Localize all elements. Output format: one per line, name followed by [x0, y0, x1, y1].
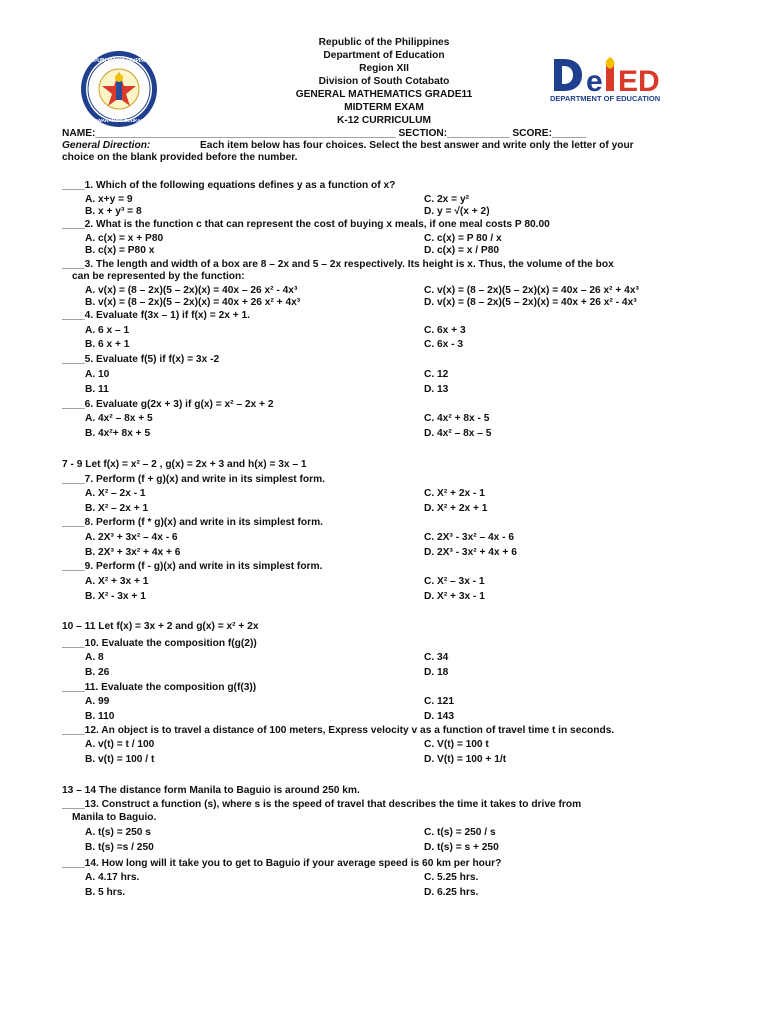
answer-choice: C. X² – 3x - 1 — [424, 576, 485, 587]
exam-line: ____8. Perform (f * g)(x) and write in its simplest form. — [62, 517, 323, 528]
answer-choice: B. 2X³ + 3x² + 4x + 6 — [85, 547, 181, 558]
answer-choice: B. t(s) =s / 250 — [85, 842, 154, 853]
answer-choice: A. 99 — [85, 696, 110, 707]
answer-choice: D. 6.25 hrs. — [424, 887, 479, 898]
answer-choice: C. t(s) = 250 / s — [424, 827, 496, 838]
answer-choice: B. c(x) = P80 x — [85, 245, 155, 256]
header-line: MIDTERM EXAM — [344, 102, 424, 113]
answer-choice: D. 18 — [424, 667, 449, 678]
answer-choice: B. x + y³ = 8 — [85, 206, 142, 217]
answer-choice: C. X² + 2x - 1 — [424, 488, 485, 499]
exam-line: ____13. Construct a function (s), where s is the speed of travel that describes the time it takes to drive from — [62, 799, 582, 810]
answer-choice: C. 2x = y² — [424, 194, 470, 205]
answer-choice: B. X² - 3x + 1 — [85, 591, 146, 602]
header-line: Division of South Cotabato — [318, 76, 450, 87]
answer-choice: A. v(t) = t / 100 — [85, 739, 155, 750]
exam-line: ____1. Which of the following equations defines y as a function of x? — [62, 180, 396, 191]
answer-choice: B. 5 hrs. — [85, 887, 126, 898]
exam-line: can be represented by the function: — [72, 271, 245, 282]
answer-choice: A. t(s) = 250 s — [85, 827, 151, 838]
answer-choice: A. c(x) = x + P80 — [85, 233, 164, 244]
answer-choice: D. X² + 3x - 1 — [424, 591, 485, 602]
answer-choice: D. 143 — [424, 711, 455, 722]
answer-choice: B. v(x) = (8 – 2x)(5 – 2x)(x) = 40x + 26 x² + 4x³ — [85, 297, 301, 308]
answer-choice: C. 6x + 3 — [424, 325, 466, 336]
answer-choice: C. 2X³ - 3x² – 4x - 6 — [424, 532, 515, 543]
answer-choice: D. 2X³ - 3x² + 4x + 6 — [424, 547, 517, 558]
answer-choice: C. 34 — [424, 652, 449, 663]
direction-text-1: Each item below has four choices. Select the best answer and write only the letter of your — [200, 140, 634, 151]
answer-choice: A. 6 x – 1 — [85, 325, 130, 336]
exam-line: ____14. How long will it take you to get to Baguio if your average speed is 60 km per hour? — [62, 858, 502, 869]
header-line: Department of Education — [323, 50, 445, 61]
exam-line: 10 – 11 Let f(x) = 3x + 2 and g(x) = x² + 2x — [62, 621, 259, 632]
exam-line: Manila to Baguio. — [72, 812, 157, 823]
answer-choice: D. V(t) = 100 + 1/t — [424, 754, 507, 765]
exam-line: ____9. Perform (f - g)(x) and write in its simplest form. — [62, 561, 323, 572]
answer-choice: B. X² – 2x + 1 — [85, 503, 149, 514]
answer-choice: C. c(x) = P 80 / x — [424, 233, 502, 244]
exam-line: ____3. The length and width of a box are 8 – 2x and 5 – 2x respectively. Its height is x. Thus, the volume of the box — [62, 259, 614, 270]
answer-choice: D. v(x) = (8 – 2x)(5 – 2x)(x) = 40x + 26 x² - 4x³ — [424, 297, 637, 308]
answer-choice: A. X² + 3x + 1 — [85, 576, 149, 587]
seal-bottom-text: KAGAWARAN NG EDUKASYON — [84, 118, 154, 123]
answer-choice: A. X² – 2x - 1 — [85, 488, 146, 499]
answer-choice: A. 8 — [85, 652, 104, 663]
header-line: Region XII — [359, 63, 409, 74]
answer-choice: C. 6x - 3 — [424, 339, 464, 350]
answer-choice: C. V(t) = 100 t — [424, 739, 489, 750]
header-line: GENERAL MATHEMATICS GRADE11 — [295, 89, 473, 100]
exam-line: ____4. Evaluate f(3x – 1) if f(x) = 2x + 1. — [62, 310, 251, 321]
exam-line: ____11. Evaluate the composition g(f(3)) — [62, 682, 257, 693]
answer-choice: A. 2X³ + 3x² – 4x - 6 — [85, 532, 178, 543]
seal-top-text: REPUBLIKA NG PILIPINAS — [87, 58, 151, 64]
answer-choice: C. 12 — [424, 369, 449, 380]
exam-line: ____7. Perform (f + g)(x) and write in its simplest form. — [62, 474, 325, 485]
answer-choice: B. 110 — [85, 711, 115, 722]
answer-choice: A. 4x² – 8x + 5 — [85, 413, 153, 424]
answer-choice: B. 26 — [85, 667, 110, 678]
direction-label: General Direction: — [62, 140, 151, 151]
answer-choice: C. 121 — [424, 696, 455, 707]
exam-line: 7 - 9 Let f(x) = x² – 2 , g(x) = 2x + 3 and h(x) = 3x – 1 — [62, 459, 307, 470]
exam-line: ____10. Evaluate the composition f(g(2)) — [62, 638, 257, 649]
header-line: K-12 CURRICULUM — [337, 115, 431, 126]
answer-choice: B. v(t) = 100 / t — [85, 754, 155, 765]
answer-choice: D. 4x² – 8x – 5 — [424, 428, 492, 439]
answer-choice: C. v(x) = (8 – 2x)(5 – 2x)(x) = 40x – 26 x² + 4x³ — [424, 285, 639, 296]
answer-choice: A. 4.17 hrs. — [85, 872, 140, 883]
answer-choice: A. 10 — [85, 369, 110, 380]
answer-choice: B. 6 x + 1 — [85, 339, 130, 350]
header-line: Republic of the Philippines — [318, 37, 450, 48]
answer-choice: D. c(x) = x / P80 — [424, 245, 500, 256]
answer-choice: A. x+y = 9 — [85, 194, 133, 205]
svg-text:e: e — [586, 65, 603, 98]
answer-choice: A. v(x) = (8 – 2x)(5 – 2x)(x) = 40x – 26 x² - 4x³ — [85, 285, 298, 296]
answer-choice: B. 4x²+ 8x + 5 — [85, 428, 151, 439]
logo-subtitle: DEPARTMENT OF EDUCATION — [550, 94, 661, 103]
exam-line: ____6. Evaluate g(2x + 3) if g(x) = x² – 2x + 2 — [62, 399, 274, 410]
exam-line: 13 – 14 The distance form Manila to Baguio is around 250 km. — [62, 785, 360, 796]
answer-choice: C. 5.25 hrs. — [424, 872, 479, 883]
answer-choice: D. 13 — [424, 384, 449, 395]
svg-text:ED: ED — [618, 65, 660, 98]
student-info-line: NAME:_____________________________________________________ SECTION:___________ SCORE:______ — [62, 128, 586, 139]
answer-choice: C. 4x² + 8x - 5 — [424, 413, 490, 424]
exam-line: ____2. What is the function c that can represent the cost of buying x meals, if one meal costs P 80.00 — [62, 219, 550, 230]
exam-line: ____5. Evaluate f(5) if f(x) = 3x -2 — [62, 354, 220, 365]
answer-choice: D. X² + 2x + 1 — [424, 503, 488, 514]
answer-choice: D. t(s) = s + 250 — [424, 842, 499, 853]
answer-choice: B. 11 — [85, 384, 109, 395]
exam-line: ____12. An object is to travel a distance of 100 meters, Express velocity v as a function of travel time t in seconds. — [62, 725, 615, 736]
direction-text-2: choice on the blank provided before the number. — [62, 152, 298, 163]
answer-choice: D. y = √(x + 2) — [424, 206, 490, 217]
